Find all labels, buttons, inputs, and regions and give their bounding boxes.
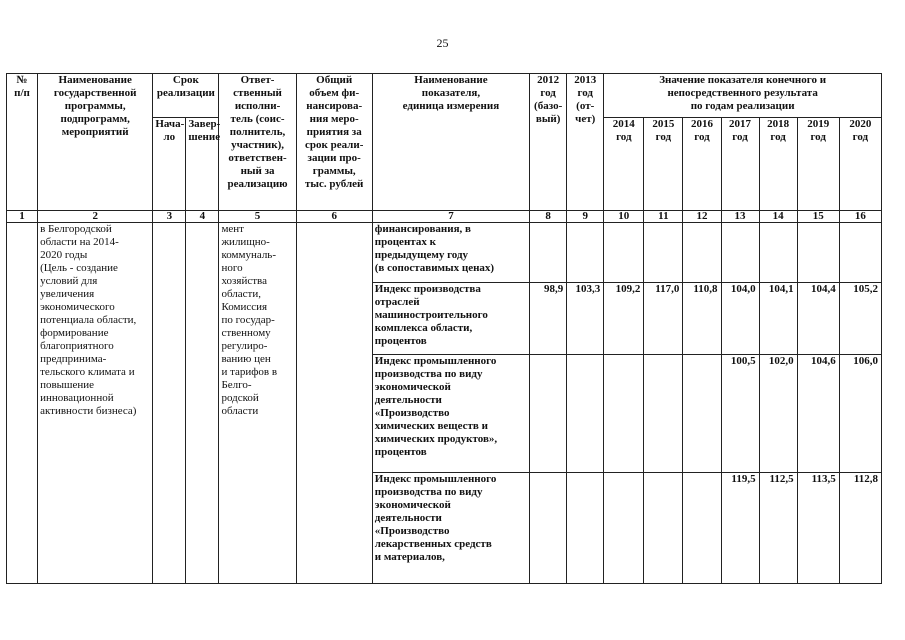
header-year-2017: 2017 год xyxy=(721,118,759,211)
header-start: Нача- ло xyxy=(153,118,186,211)
value-2012 xyxy=(530,223,567,283)
column-number: 5 xyxy=(219,211,296,223)
value-2017: 100,5 xyxy=(721,355,759,473)
value-2012 xyxy=(530,473,567,584)
header-term: Срок реализации xyxy=(153,74,219,118)
header-program-name: Наименование государственной программы, подпрограмм, мероприятий xyxy=(38,74,153,211)
header-2012: 2012 год (базо- вый) xyxy=(530,74,567,211)
column-number: 16 xyxy=(839,211,881,223)
column-number: 12 xyxy=(683,211,721,223)
value-2012 xyxy=(530,355,567,473)
program-goal: (Цель - создание условий для увеличения экономического потенциала области, формирование благоприятного предпринима- тельского климата и повышение инновационной активности бизнеса) xyxy=(40,262,137,417)
program-name-bold: в Белгородской области на 2014- 2020 годы xyxy=(40,223,119,261)
value-2015: 117,0 xyxy=(644,283,683,355)
value-2015 xyxy=(644,473,683,584)
program-name-cell xyxy=(38,223,153,584)
header-num: № п/п xyxy=(7,74,38,211)
header-responsible: Ответ- ственный исполни- тель (соис- полнитель, участник), ответствен- ный за реализацию xyxy=(219,74,296,211)
value-2018 xyxy=(759,223,797,283)
indicator-cell: финансирования, в процентах к предыдущему году (в сопоставимых ценах) xyxy=(372,223,529,283)
value-2012: 98,9 xyxy=(530,283,567,355)
value-2016 xyxy=(683,223,721,283)
value-2016: 110,8 xyxy=(683,283,721,355)
header-budget: Общий объем фи- нансирова- ния меро- приятия за срок реали- зации про- граммы, тыс. рублей xyxy=(296,74,372,211)
column-number: 3 xyxy=(153,211,186,223)
value-2019: 104,4 xyxy=(797,283,839,355)
column-number: 13 xyxy=(721,211,759,223)
program-indicators-table xyxy=(6,73,882,584)
column-number-row xyxy=(7,211,882,223)
header-year-2018: 2018 год xyxy=(759,118,797,211)
header-indicator: Наименование показателя, единица измерения xyxy=(372,74,529,211)
header-end: Завер- шение xyxy=(186,118,219,211)
column-number: 6 xyxy=(296,211,372,223)
value-2020 xyxy=(839,223,881,283)
value-2014 xyxy=(604,355,644,473)
value-2019 xyxy=(797,223,839,283)
header-values-group: Значение показателя конечного и непосредственного результата по годам реализации xyxy=(604,74,882,118)
value-2020: 106,0 xyxy=(839,355,881,473)
header-year-2016: 2016 год xyxy=(683,118,721,211)
value-2020: 112,8 xyxy=(839,473,881,584)
value-2017: 119,5 xyxy=(721,473,759,584)
column-number: 9 xyxy=(567,211,604,223)
header-year-2020: 2020 год xyxy=(839,118,881,211)
indicator-cell: Индекс производства отраслей машиностроительного комплекса области, процентов xyxy=(372,283,529,355)
column-number: 10 xyxy=(604,211,644,223)
value-2018: 102,0 xyxy=(759,355,797,473)
responsible-cell: мент жилищно- коммуналь- ного хозяйства области, Комиссия по государ- ственному регулиро- ванию цен и тарифов в Белго- родской области xyxy=(219,223,296,584)
table-row xyxy=(7,223,882,283)
column-number: 15 xyxy=(797,211,839,223)
indicator-cell: Индекс промышленного производства по виду экономической деятельности «Производство химических веществ и химических продуктов», процентов xyxy=(372,355,529,473)
header-year-2014: 2014 год xyxy=(604,118,644,211)
value-2014: 109,2 xyxy=(604,283,644,355)
column-number: 4 xyxy=(186,211,219,223)
value-2013 xyxy=(567,473,604,584)
value-2017 xyxy=(721,223,759,283)
column-number: 1 xyxy=(7,211,38,223)
value-2017: 104,0 xyxy=(721,283,759,355)
value-2013 xyxy=(567,223,604,283)
header-year-2019: 2019 год xyxy=(797,118,839,211)
value-2019: 104,6 xyxy=(797,355,839,473)
value-2013: 103,3 xyxy=(567,283,604,355)
start-cell xyxy=(153,223,186,584)
header-row-1 xyxy=(7,74,882,118)
row-number-cell xyxy=(7,223,38,584)
end-cell xyxy=(186,223,219,584)
value-2014 xyxy=(604,473,644,584)
header-year-2015: 2015 год xyxy=(644,118,683,211)
value-2016 xyxy=(683,355,721,473)
column-number: 11 xyxy=(644,211,683,223)
value-2015 xyxy=(644,223,683,283)
value-2015 xyxy=(644,355,683,473)
column-number: 14 xyxy=(759,211,797,223)
indicator-cell: Индекс промышленного производства по виду экономической деятельности «Производство лекарственных средств и материалов, xyxy=(372,473,529,584)
value-2018: 112,5 xyxy=(759,473,797,584)
value-2018: 104,1 xyxy=(759,283,797,355)
page-number: 25 xyxy=(436,36,449,50)
value-2016 xyxy=(683,473,721,584)
value-2019: 113,5 xyxy=(797,473,839,584)
value-2013 xyxy=(567,355,604,473)
column-number: 7 xyxy=(372,211,529,223)
value-2020: 105,2 xyxy=(839,283,881,355)
column-number: 2 xyxy=(38,211,153,223)
column-number: 8 xyxy=(530,211,567,223)
value-2014 xyxy=(604,223,644,283)
header-2013: 2013 год (от- чет) xyxy=(567,74,604,211)
budget-cell xyxy=(296,223,372,584)
